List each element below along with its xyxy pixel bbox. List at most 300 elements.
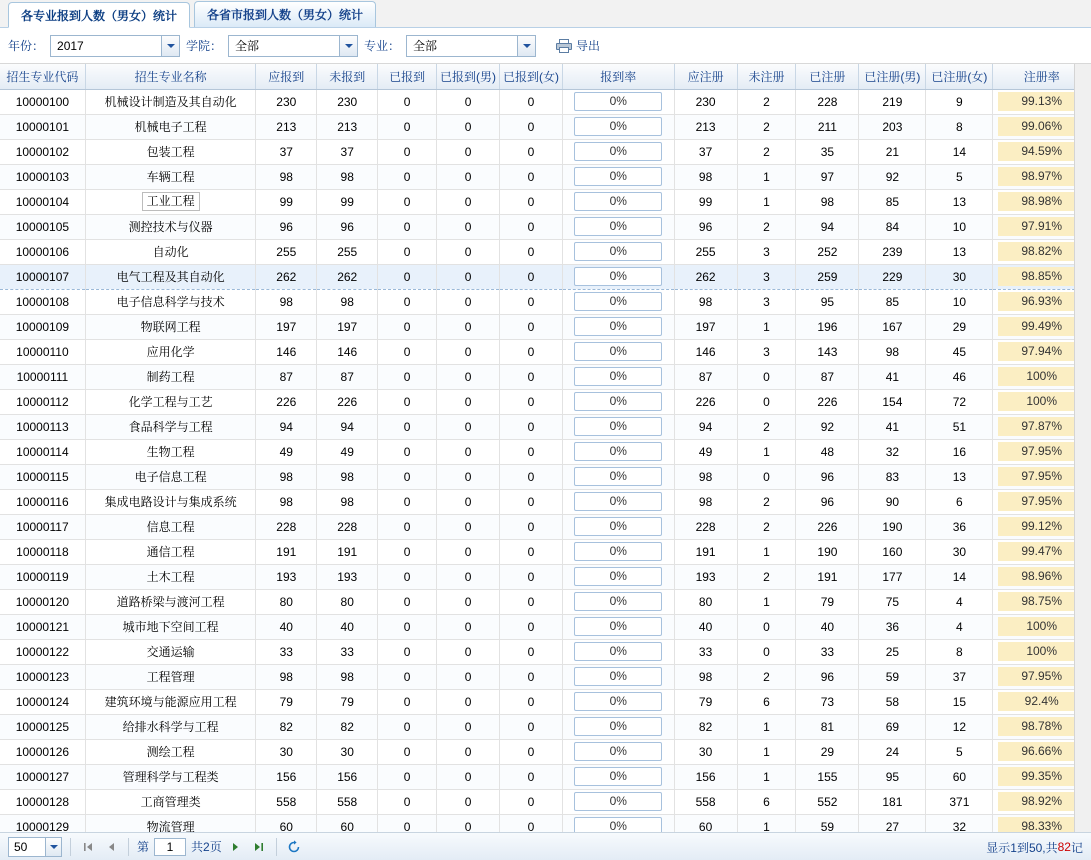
register-rate-box: 99.13% bbox=[998, 92, 1086, 111]
cell-not-registered: 3 bbox=[737, 289, 796, 314]
cell-registered: 97 bbox=[796, 164, 859, 189]
table-row[interactable] bbox=[0, 464, 1091, 489]
cell-registered-male: 85 bbox=[859, 189, 926, 214]
table-row[interactable] bbox=[0, 439, 1091, 464]
cell-should-report: 80 bbox=[256, 589, 317, 614]
cell-registered-female: 4 bbox=[926, 614, 993, 639]
cell-name: 道路桥梁与渡河工程 bbox=[85, 589, 256, 614]
cell-registered-female: 10 bbox=[926, 214, 993, 239]
cell-code: 10000119 bbox=[0, 564, 85, 589]
cell-reported-male: 0 bbox=[437, 689, 500, 714]
register-rate-box: 97.95% bbox=[998, 442, 1086, 461]
table-row[interactable] bbox=[0, 414, 1091, 439]
cell-reported-male: 0 bbox=[437, 239, 500, 264]
cell-should-report: 33 bbox=[256, 639, 317, 664]
cell-should-report: 156 bbox=[256, 764, 317, 789]
table-header bbox=[0, 64, 1091, 89]
export-button[interactable] bbox=[556, 37, 600, 54]
register-rate-box: 98.98% bbox=[998, 192, 1086, 211]
cell-report-rate bbox=[562, 214, 674, 239]
cell-report-rate bbox=[562, 114, 674, 139]
cell-should-register: 255 bbox=[674, 239, 737, 264]
export-button-label: 导出 bbox=[576, 39, 601, 53]
cell-registered-male: 92 bbox=[859, 164, 926, 189]
cell-should-report: 98 bbox=[256, 664, 317, 689]
cell-registered-male: 32 bbox=[859, 439, 926, 464]
cell-reported: 0 bbox=[378, 764, 437, 789]
cell-report-rate bbox=[562, 539, 674, 564]
table-row[interactable] bbox=[0, 264, 1091, 289]
cell-report-rate bbox=[562, 614, 674, 639]
cell-reported-female: 0 bbox=[500, 789, 563, 814]
table-body bbox=[0, 89, 1091, 832]
register-rate-box: 97.95% bbox=[998, 467, 1086, 486]
table-row[interactable] bbox=[0, 189, 1091, 214]
report-rate-box: 0% bbox=[574, 242, 662, 261]
col-reported-male[interactable]: 已报到(男) bbox=[437, 64, 500, 89]
cell-reported-male: 0 bbox=[437, 789, 500, 814]
cell-code: 10000111 bbox=[0, 364, 85, 389]
cell-report-rate bbox=[562, 714, 674, 739]
table-row[interactable] bbox=[0, 139, 1091, 164]
table-row[interactable] bbox=[0, 514, 1091, 539]
cell-reported-female: 0 bbox=[500, 539, 563, 564]
register-rate-box: 98.33% bbox=[998, 817, 1086, 832]
year-select[interactable] bbox=[50, 35, 180, 57]
cell-registered-female: 13 bbox=[926, 189, 993, 214]
table-row[interactable] bbox=[0, 639, 1091, 664]
col-not-registered[interactable]: 未注册 bbox=[737, 64, 796, 89]
cell-should-register: 98 bbox=[674, 164, 737, 189]
cell-registered: 96 bbox=[796, 489, 859, 514]
cell-name: 工业工程 bbox=[85, 189, 256, 214]
cell-should-register: 94 bbox=[674, 414, 737, 439]
register-rate-box: 98.96% bbox=[998, 567, 1086, 586]
cell-name: 机械设计制造及其自动化 bbox=[85, 89, 256, 114]
cell-not-registered: 2 bbox=[737, 139, 796, 164]
cell-should-register: 146 bbox=[674, 339, 737, 364]
cell-code: 10000110 bbox=[0, 339, 85, 364]
register-rate-box: 100% bbox=[998, 392, 1086, 411]
table-row[interactable] bbox=[0, 539, 1091, 564]
total-pages: 共2页 bbox=[191, 840, 222, 854]
register-rate-box: 98.97% bbox=[998, 167, 1086, 186]
cell-registered-female: 10 bbox=[926, 289, 993, 314]
page-size-value: 50 bbox=[14, 839, 28, 854]
last-page-button[interactable] bbox=[250, 838, 268, 856]
cell-not-registered: 6 bbox=[737, 789, 796, 814]
cell-registered-female: 14 bbox=[926, 564, 993, 589]
cell-reported-male: 0 bbox=[437, 539, 500, 564]
table-row[interactable] bbox=[0, 614, 1091, 639]
cell-reported: 0 bbox=[378, 264, 437, 289]
cell-registered: 48 bbox=[796, 439, 859, 464]
cell-code: 10000125 bbox=[0, 714, 85, 739]
cell-registered-female: 30 bbox=[926, 264, 993, 289]
report-rate-box: 0% bbox=[574, 92, 662, 111]
cell-reported: 0 bbox=[378, 139, 437, 164]
page-number-input[interactable]: 1 bbox=[154, 838, 186, 856]
table-row[interactable] bbox=[0, 364, 1091, 389]
cell-should-report: 558 bbox=[256, 789, 317, 814]
cell-name: 电子信息工程 bbox=[85, 464, 256, 489]
major-select[interactable] bbox=[406, 35, 536, 57]
col-registered[interactable]: 已注册 bbox=[796, 64, 859, 89]
cell-not-reported: 99 bbox=[317, 189, 378, 214]
table-row[interactable] bbox=[0, 714, 1091, 739]
cell-code: 10000108 bbox=[0, 289, 85, 314]
cell-registered-male: 69 bbox=[859, 714, 926, 739]
chevron-down-icon[interactable] bbox=[161, 36, 179, 56]
first-page-button[interactable] bbox=[79, 838, 97, 856]
cell-registered-male: 181 bbox=[859, 789, 926, 814]
cell-registered-female: 4 bbox=[926, 589, 993, 614]
table-row[interactable] bbox=[0, 489, 1091, 514]
chevron-down-icon[interactable] bbox=[45, 838, 61, 856]
register-rate-box: 99.47% bbox=[998, 542, 1086, 561]
cell-reported-male: 0 bbox=[437, 664, 500, 689]
cell-not-reported: 60 bbox=[317, 814, 378, 832]
cell-should-report: 37 bbox=[256, 139, 317, 164]
tab-major-stats-label: 各专业报到人数（男女）统计 bbox=[21, 8, 178, 23]
cell-registered-male: 167 bbox=[859, 314, 926, 339]
cell-not-registered: 1 bbox=[737, 189, 796, 214]
cell-name: 工商管理类 bbox=[85, 789, 256, 814]
cell-registered-female: 6 bbox=[926, 489, 993, 514]
cell-code: 10000124 bbox=[0, 689, 85, 714]
col-name[interactable]: 招生专业名称 bbox=[85, 64, 256, 89]
col-registered-male[interactable]: 已注册(男) bbox=[859, 64, 926, 89]
cell-reported-female: 0 bbox=[500, 514, 563, 539]
cell-not-reported: 156 bbox=[317, 764, 378, 789]
col-reported-female[interactable]: 已报到(女) bbox=[500, 64, 563, 89]
cell-report-rate bbox=[562, 339, 674, 364]
cell-report-rate bbox=[562, 489, 674, 514]
cell-should-register: 213 bbox=[674, 114, 737, 139]
table-row[interactable] bbox=[0, 814, 1091, 832]
register-rate-box: 99.12% bbox=[998, 517, 1086, 536]
cell-registered: 211 bbox=[796, 114, 859, 139]
cell-code: 10000109 bbox=[0, 314, 85, 339]
cell-code: 10000118 bbox=[0, 539, 85, 564]
cell-name: 城市地下空间工程 bbox=[85, 614, 256, 639]
cell-should-report: 87 bbox=[256, 364, 317, 389]
cell-name: 测控技术与仪器 bbox=[85, 214, 256, 239]
cell-registered-female: 371 bbox=[926, 789, 993, 814]
cell-registered-female: 8 bbox=[926, 114, 993, 139]
cell-reported-female: 0 bbox=[500, 114, 563, 139]
cell-not-registered: 2 bbox=[737, 414, 796, 439]
cell-name: 管理科学与工程类 bbox=[85, 764, 256, 789]
cell-not-reported: 226 bbox=[317, 389, 378, 414]
cell-registered: 143 bbox=[796, 339, 859, 364]
tab-province-stats[interactable] bbox=[194, 1, 376, 27]
cell-should-register: 79 bbox=[674, 689, 737, 714]
register-rate-box: 100% bbox=[998, 642, 1086, 661]
chevron-down-icon[interactable] bbox=[339, 36, 357, 56]
cell-reported: 0 bbox=[378, 814, 437, 832]
cell-code: 10000129 bbox=[0, 814, 85, 832]
cell-registered-female: 46 bbox=[926, 364, 993, 389]
cell-name: 信息工程 bbox=[85, 514, 256, 539]
table-row[interactable] bbox=[0, 164, 1091, 189]
prev-page-button[interactable] bbox=[102, 838, 120, 856]
major-label: 专业： bbox=[364, 39, 401, 53]
report-rate-box: 0% bbox=[574, 692, 662, 711]
report-rate-box: 0% bbox=[574, 317, 662, 336]
cell-registered: 552 bbox=[796, 789, 859, 814]
col-not-reported[interactable]: 未报到 bbox=[317, 64, 378, 89]
status-text bbox=[986, 833, 1083, 860]
cell-not-reported: 49 bbox=[317, 439, 378, 464]
cell-not-reported: 98 bbox=[317, 664, 378, 689]
cell-code: 10000128 bbox=[0, 789, 85, 814]
register-rate-box: 98.85% bbox=[998, 267, 1086, 286]
cell-reported-male: 0 bbox=[437, 189, 500, 214]
register-rate-box: 98.78% bbox=[998, 717, 1086, 736]
cell-name: 生物工程 bbox=[85, 439, 256, 464]
cell-registered-male: 24 bbox=[859, 739, 926, 764]
cell-should-report: 98 bbox=[256, 464, 317, 489]
tab-major-stats[interactable] bbox=[8, 2, 190, 28]
cell-reported: 0 bbox=[378, 189, 437, 214]
table-row[interactable] bbox=[0, 764, 1091, 789]
cell-registered-female: 37 bbox=[926, 664, 993, 689]
cell-should-report: 82 bbox=[256, 714, 317, 739]
refresh-button[interactable] bbox=[285, 838, 303, 856]
page-word: 第 bbox=[137, 840, 150, 854]
cell-registered-female: 30 bbox=[926, 539, 993, 564]
register-rate-box: 98.82% bbox=[998, 242, 1086, 261]
cell-should-register: 230 bbox=[674, 89, 737, 114]
register-rate-box: 97.95% bbox=[998, 492, 1086, 511]
cell-registered-male: 21 bbox=[859, 139, 926, 164]
report-rate-box: 0% bbox=[574, 767, 662, 786]
cell-reported: 0 bbox=[378, 614, 437, 639]
cell-not-registered: 6 bbox=[737, 689, 796, 714]
register-rate-box: 94.59% bbox=[998, 142, 1086, 161]
cell-code: 10000116 bbox=[0, 489, 85, 514]
cell-should-report: 99 bbox=[256, 189, 317, 214]
cell-should-report: 60 bbox=[256, 814, 317, 832]
cell-should-report: 262 bbox=[256, 264, 317, 289]
table-row[interactable] bbox=[0, 739, 1091, 764]
cell-registered: 79 bbox=[796, 589, 859, 614]
cell-reported-female: 0 bbox=[500, 814, 563, 832]
cell-not-reported: 98 bbox=[317, 489, 378, 514]
cell-registered: 33 bbox=[796, 639, 859, 664]
cell-registered-female: 14 bbox=[926, 139, 993, 164]
cell-should-report: 98 bbox=[256, 164, 317, 189]
cell-reported-female: 0 bbox=[500, 489, 563, 514]
col-should-report[interactable]: 应报到 bbox=[256, 64, 317, 89]
cell-registered-female: 15 bbox=[926, 689, 993, 714]
col-registered-female[interactable]: 已注册(女) bbox=[926, 64, 993, 89]
cell-reported-male: 0 bbox=[437, 364, 500, 389]
cell-reported-male: 0 bbox=[437, 164, 500, 189]
cell-reported: 0 bbox=[378, 714, 437, 739]
report-rate-box: 0% bbox=[574, 442, 662, 461]
cell-registered: 259 bbox=[796, 264, 859, 289]
cell-code: 10000101 bbox=[0, 114, 85, 139]
cell-not-reported: 262 bbox=[317, 264, 378, 289]
col-should-register[interactable]: 应注册 bbox=[674, 64, 737, 89]
cell-registered: 29 bbox=[796, 739, 859, 764]
col-reported[interactable]: 已报到 bbox=[378, 64, 437, 89]
register-rate-box: 98.92% bbox=[998, 792, 1086, 811]
table-row[interactable] bbox=[0, 589, 1091, 614]
cell-should-report: 94 bbox=[256, 414, 317, 439]
cell-reported: 0 bbox=[378, 239, 437, 264]
cell-reported: 0 bbox=[378, 89, 437, 114]
cell-reported-male: 0 bbox=[437, 489, 500, 514]
cell-reported: 0 bbox=[378, 739, 437, 764]
cell-should-register: 37 bbox=[674, 139, 737, 164]
cell-registered-male: 190 bbox=[859, 514, 926, 539]
cell-report-rate bbox=[562, 314, 674, 339]
cell-not-reported: 98 bbox=[317, 289, 378, 314]
cell-registered-female: 12 bbox=[926, 714, 993, 739]
table-row[interactable] bbox=[0, 314, 1091, 339]
cell-not-reported: 82 bbox=[317, 714, 378, 739]
report-rate-box: 0% bbox=[574, 817, 662, 832]
cell-report-rate bbox=[562, 589, 674, 614]
col-code[interactable]: 招生专业代码 bbox=[0, 64, 85, 89]
cell-should-register: 193 bbox=[674, 564, 737, 589]
filter-bar bbox=[0, 28, 1091, 64]
cell-registered-male: 90 bbox=[859, 489, 926, 514]
cell-not-reported: 98 bbox=[317, 164, 378, 189]
cell-reported-male: 0 bbox=[437, 814, 500, 832]
table-row[interactable] bbox=[0, 89, 1091, 114]
cell-code: 10000126 bbox=[0, 739, 85, 764]
cell-code: 10000100 bbox=[0, 89, 85, 114]
cell-code: 10000105 bbox=[0, 214, 85, 239]
report-rate-box: 0% bbox=[574, 417, 662, 436]
cell-report-rate bbox=[562, 289, 674, 314]
cell-reported-female: 0 bbox=[500, 664, 563, 689]
cell-reported-female: 0 bbox=[500, 589, 563, 614]
cell-code: 10000117 bbox=[0, 514, 85, 539]
cell-registered: 228 bbox=[796, 89, 859, 114]
cell-registered-male: 27 bbox=[859, 814, 926, 832]
table-row[interactable] bbox=[0, 389, 1091, 414]
cell-not-reported: 80 bbox=[317, 589, 378, 614]
cell-registered-female: 5 bbox=[926, 739, 993, 764]
cell-reported-male: 0 bbox=[437, 439, 500, 464]
cell-code: 10000104 bbox=[0, 189, 85, 214]
cell-should-register: 262 bbox=[674, 264, 737, 289]
table-row[interactable] bbox=[0, 214, 1091, 239]
report-rate-box: 0% bbox=[574, 342, 662, 361]
cell-reported-male: 0 bbox=[437, 739, 500, 764]
table-row[interactable] bbox=[0, 664, 1091, 689]
next-page-button[interactable] bbox=[227, 838, 245, 856]
cell-not-registered: 3 bbox=[737, 239, 796, 264]
cell-registered-male: 36 bbox=[859, 614, 926, 639]
col-register-rate[interactable]: 注册率 bbox=[993, 64, 1091, 89]
cell-reported-female: 0 bbox=[500, 239, 563, 264]
cell-reported-female: 0 bbox=[500, 389, 563, 414]
page-size-select[interactable] bbox=[8, 837, 62, 857]
cell-not-reported: 87 bbox=[317, 364, 378, 389]
table-row[interactable] bbox=[0, 689, 1091, 714]
cell-report-rate bbox=[562, 564, 674, 589]
cell-reported-female: 0 bbox=[500, 614, 563, 639]
cell-reported: 0 bbox=[378, 164, 437, 189]
cell-code: 10000112 bbox=[0, 389, 85, 414]
table-row[interactable] bbox=[0, 564, 1091, 589]
cell-reported-male: 0 bbox=[437, 114, 500, 139]
col-report-rate[interactable]: 报到率 bbox=[562, 64, 674, 89]
cell-registered-female: 13 bbox=[926, 464, 993, 489]
cell-should-register: 60 bbox=[674, 814, 737, 832]
cell-name: 工程管理 bbox=[85, 664, 256, 689]
cell-not-registered: 0 bbox=[737, 389, 796, 414]
cell-reported-male: 0 bbox=[437, 289, 500, 314]
cell-code: 10000127 bbox=[0, 764, 85, 789]
cell-report-rate bbox=[562, 689, 674, 714]
report-rate-box: 0% bbox=[574, 667, 662, 686]
cell-reported-female: 0 bbox=[500, 764, 563, 789]
vertical-scrollbar[interactable] bbox=[1074, 64, 1091, 832]
report-rate-box: 0% bbox=[574, 717, 662, 736]
cell-not-registered: 0 bbox=[737, 639, 796, 664]
cell-reported-female: 0 bbox=[500, 139, 563, 164]
chevron-down-icon[interactable] bbox=[517, 36, 535, 56]
cell-code: 10000113 bbox=[0, 414, 85, 439]
college-select[interactable] bbox=[228, 35, 358, 57]
cell-name: 土木工程 bbox=[85, 564, 256, 589]
table-row[interactable] bbox=[0, 789, 1091, 814]
cell-name: 应用化学 bbox=[85, 339, 256, 364]
cell-registered-male: 25 bbox=[859, 639, 926, 664]
cell-name: 建筑环境与能源应用工程 bbox=[85, 689, 256, 714]
cell-should-report: 146 bbox=[256, 339, 317, 364]
cell-reported: 0 bbox=[378, 339, 437, 364]
divider bbox=[276, 838, 277, 856]
table-row[interactable] bbox=[0, 289, 1091, 314]
cell-registered-male: 203 bbox=[859, 114, 926, 139]
cell-registered-male: 75 bbox=[859, 589, 926, 614]
year-select-value: 2017 bbox=[57, 38, 84, 53]
cell-report-rate bbox=[562, 364, 674, 389]
cell-reported-female: 0 bbox=[500, 214, 563, 239]
cell-reported-male: 0 bbox=[437, 764, 500, 789]
table-row[interactable] bbox=[0, 114, 1091, 139]
cell-not-registered: 3 bbox=[737, 339, 796, 364]
status-suffix: 记 bbox=[1070, 840, 1083, 855]
cell-not-reported: 96 bbox=[317, 214, 378, 239]
cell-not-registered: 2 bbox=[737, 214, 796, 239]
cell-reported-female: 0 bbox=[500, 264, 563, 289]
cell-not-reported: 230 bbox=[317, 89, 378, 114]
cell-code: 10000121 bbox=[0, 614, 85, 639]
cell-reported-female: 0 bbox=[500, 164, 563, 189]
cell-should-report: 40 bbox=[256, 614, 317, 639]
cell-reported-male: 0 bbox=[437, 339, 500, 364]
college-select-value: 全部 bbox=[235, 39, 260, 53]
register-rate-box: 99.49% bbox=[998, 317, 1086, 336]
table-row[interactable] bbox=[0, 239, 1091, 264]
cell-reported-male: 0 bbox=[437, 589, 500, 614]
cell-not-registered: 2 bbox=[737, 89, 796, 114]
status-count: 82 bbox=[1057, 840, 1071, 854]
cell-reported: 0 bbox=[378, 514, 437, 539]
pager-bar bbox=[0, 832, 1091, 860]
cell-code: 10000107 bbox=[0, 264, 85, 289]
table-row[interactable] bbox=[0, 339, 1091, 364]
